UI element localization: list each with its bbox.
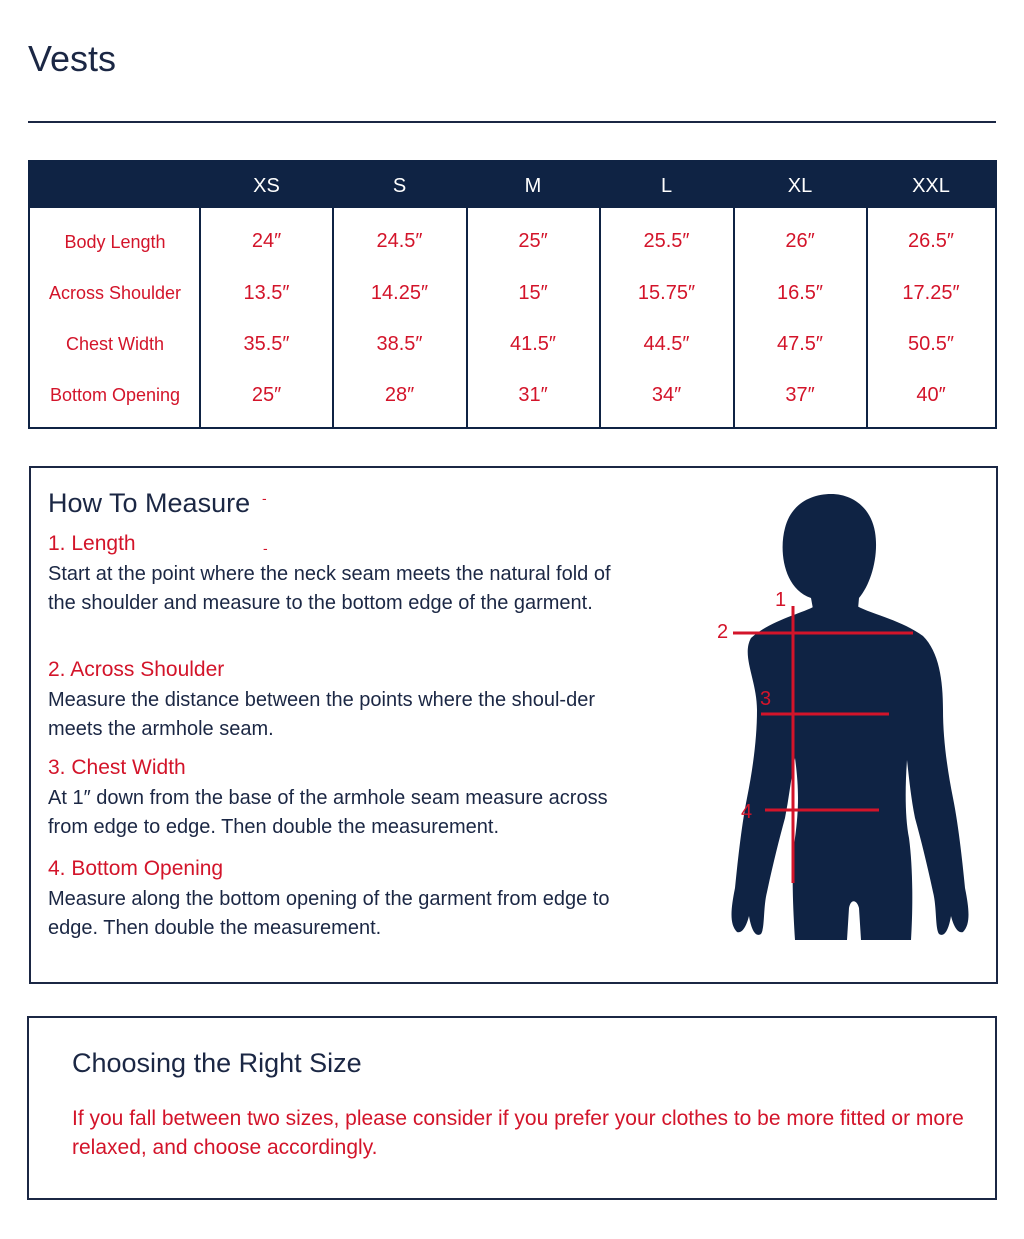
step-title-chest-width: 3. Chest Width <box>48 756 186 779</box>
figure-label-2: 2 <box>717 621 729 643</box>
table-cell: 44.5″ <box>643 333 690 355</box>
table-cell: 13.5″ <box>243 282 290 304</box>
step-title-across-shoulder: 2. Across Shoulder <box>48 658 225 681</box>
step-title-bottom-opening: 4. Bottom Opening <box>48 857 224 880</box>
table-cell: 35.5″ <box>243 333 290 355</box>
decorative-dash: - <box>263 540 268 556</box>
table-cell: 25.5″ <box>643 230 690 252</box>
row-label-chest-width: Chest Width <box>65 334 165 354</box>
table-cell: 26.5″ <box>907 230 954 252</box>
table-header-row <box>30 162 995 208</box>
figure-label-1: 1 <box>775 589 787 611</box>
step-text-bottom-opening: Measure along the bottom opening of the garment from edge to edge. Then double the measurement. <box>48 888 610 939</box>
how-to-measure-panel <box>29 466 998 984</box>
size-chart-table <box>28 160 997 429</box>
table-cell: 24″ <box>251 230 282 252</box>
table-cell: 34″ <box>651 384 682 406</box>
row-label-across-shoulder: Across Shoulder <box>48 283 182 303</box>
figure-label-4: 4 <box>741 801 753 823</box>
table-cell: 47.5″ <box>776 333 823 355</box>
table-cell: 14.25″ <box>370 282 429 304</box>
row-label-body-length: Body Length <box>64 232 166 252</box>
table-cell: 40″ <box>916 384 946 406</box>
table-cell: 24.5″ <box>376 230 423 252</box>
table-cell: 25″ <box>251 384 282 406</box>
table-cell: 15″ <box>518 282 548 304</box>
table-cell: 26″ <box>785 230 815 252</box>
title-divider <box>28 121 996 123</box>
table-cell: 31″ <box>518 384 548 406</box>
size-header-l: L <box>660 175 673 197</box>
table-cell: 25″ <box>518 230 548 252</box>
choosing-size-text: If you fall between two sizes, please consider if you prefer your clothes to be more fitted or more relaxed, and choose accordingly. <box>72 1107 964 1159</box>
figure-label-3: 3 <box>760 688 772 710</box>
table-cell: 28″ <box>384 384 415 406</box>
table-cell: 41.5″ <box>509 333 556 355</box>
decorative-dash: - <box>262 490 267 506</box>
table-cell: 17.25″ <box>902 282 960 304</box>
how-to-measure-heading: How To Measure <box>48 488 251 518</box>
size-header-xl: XL <box>787 175 813 197</box>
size-header-m: M <box>524 175 542 197</box>
step-text-chest-width: At 1″ down from the base of the armhole seam measure across from edge to edge. Then double the measurement. <box>48 787 608 838</box>
size-header-xxl: XXL <box>912 175 950 197</box>
table-cell: 15.75″ <box>637 282 696 304</box>
choosing-size-panel <box>27 1016 997 1200</box>
table-cell: 38.5″ <box>376 333 423 355</box>
size-header-xs: XS <box>253 175 280 197</box>
measurement-figure <box>691 488 991 948</box>
table-cell: 50.5″ <box>907 333 954 355</box>
page-title: Vests <box>28 38 117 79</box>
step-text-across-shoulder: Measure the distance between the points where the shoul-der meets the armhole seam. <box>48 689 596 740</box>
step-title-length: 1. Length <box>48 532 136 555</box>
step-text-length: Start at the point where the neck seam meets the natural fold of the shoulder and measure to the bottom edge of the garment. <box>48 563 611 614</box>
size-header-s: S <box>392 175 407 197</box>
body-silhouette <box>732 494 969 940</box>
table-cell: 16.5″ <box>776 282 823 304</box>
table-cell: 37″ <box>785 384 815 406</box>
choosing-size-heading: Choosing the Right Size <box>72 1048 362 1078</box>
row-label-bottom-opening: Bottom Opening <box>49 385 181 405</box>
